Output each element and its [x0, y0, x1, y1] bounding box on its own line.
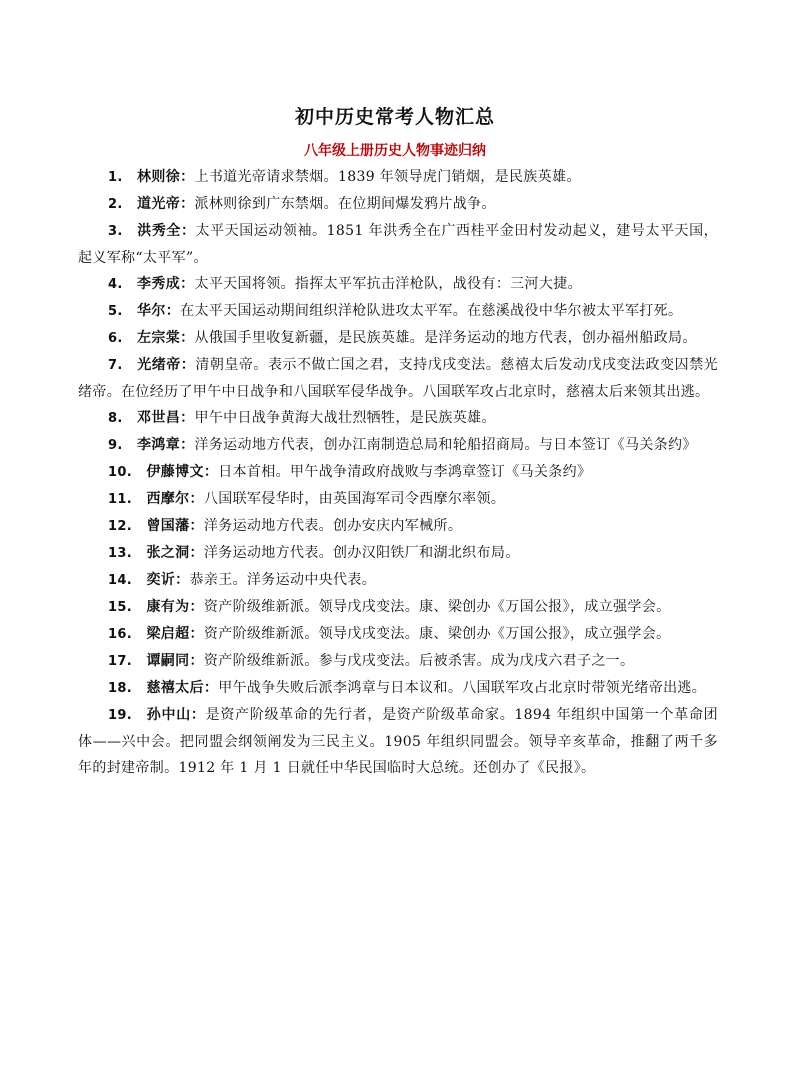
- figure-entry: [78, 594, 718, 621]
- figure-entry: [78, 432, 718, 459]
- entry-description: 洋务运动地方代表。创办安庆内军械所。: [203, 518, 463, 534]
- entry-separator: ：: [190, 707, 206, 723]
- entry-number: 17.: [108, 654, 133, 669]
- figure-entry: [78, 459, 718, 486]
- entry-separator: ：: [189, 491, 204, 507]
- entry-separator: ：: [165, 303, 181, 319]
- entry-separator: ：: [189, 599, 204, 615]
- entry-number: 13.: [108, 546, 133, 561]
- entry-name: 曾国藩: [146, 518, 190, 534]
- entry-description: 甲午战争失败后派李鸿章与日本议和。八国联军攻占北京时带领光绪帝出逃。: [218, 680, 707, 696]
- entry-description: 洋务运动地方代表。创办汉阳铁厂和湖北织布局。: [203, 545, 520, 561]
- entry-number: 11.: [108, 492, 133, 507]
- entry-name: 慈禧太后: [146, 680, 204, 696]
- entry-number: 1.: [108, 170, 123, 185]
- entry-name: 梁启超: [146, 626, 190, 642]
- entry-separator: ：: [180, 330, 195, 346]
- entry-number: 14.: [108, 573, 133, 588]
- entry-description: 甲午中日战争黄海大战壮烈牺牲，是民族英雄。: [194, 410, 496, 426]
- entry-separator: ：: [180, 169, 195, 185]
- entry-name: 孙中山: [146, 707, 191, 723]
- entry-description: 洋务运动地方代表，创办江南制造总局和轮船招商局。与日本签订《马关条约》: [194, 437, 697, 453]
- entry-description: 上书道光帝请求禁烟。1839 年领导虎门销烟，是民族英雄。: [194, 169, 581, 185]
- entry-name: 道光帝: [137, 196, 181, 212]
- entry-description: 资产阶级维新派。参与戊戌变法。后被杀害。成为戊戌六君子之一。: [203, 653, 635, 669]
- entry-description: 恭亲王。洋务运动中央代表。: [189, 572, 377, 588]
- entry-separator: ：: [175, 572, 190, 588]
- figure-entry: [78, 164, 718, 191]
- figure-entry: [78, 540, 718, 567]
- entry-number: 9.: [108, 438, 123, 453]
- entry-number: 8.: [108, 411, 123, 426]
- entry-description: 是资产阶级革命的先行者，是资产阶级革命家。1894 年组织中国第一个革命团体——兴中会。把同盟会纲领阐发为三民主义。1905 年组织同盟会。领导辛亥革命，推翻了两千多年的封建帝制。1912 年 1 月 1 日就任中华民国临时大总统。还创办了《民报》。: [78, 707, 718, 776]
- entry-separator: ：: [189, 518, 204, 534]
- figure-entry: [78, 218, 718, 271]
- entry-number: 19.: [108, 708, 133, 723]
- entry-separator: ：: [203, 464, 219, 480]
- figure-entry: [78, 648, 718, 675]
- entry-number: 16.: [108, 627, 133, 642]
- entry-name: 张之洞: [146, 545, 190, 561]
- entry-description: 八国联军侵华时，由英国海军司令西摩尔率领。: [203, 491, 506, 507]
- entry-name: 林则徐: [137, 169, 181, 185]
- entry-separator: ：: [180, 196, 195, 212]
- entry-number: 4.: [108, 277, 123, 292]
- entry-description: 在太平天国运动期间组织洋枪队进攻太平军。在慈溪战役中华尔被太平军打死。: [180, 303, 683, 319]
- figure-entry: [78, 298, 718, 325]
- entry-name: 光绪帝: [137, 357, 181, 373]
- entry-separator: ：: [189, 653, 204, 669]
- figure-entry: [78, 702, 718, 781]
- entry-number: 7.: [108, 358, 123, 373]
- entry-name: 西摩尔: [146, 491, 190, 507]
- entry-number: 18.: [108, 681, 133, 696]
- entry-name: 左宗棠: [137, 330, 181, 346]
- entry-description: 太平天国将领。指挥太平军抗击洋枪队，战役有：三河大捷。: [194, 276, 582, 292]
- entry-description: 太平天国运动领袖。1851 年洪秀全在广西桂平金田村发动起义，建号太平天国，起义军称“太平军”。: [78, 223, 718, 266]
- entry-description: 资产阶级维新派。领导戊戌变法。康、梁创办《万国公报》，成立强学会。: [203, 599, 671, 615]
- entry-number: 2.: [108, 197, 123, 212]
- entry-separator: ：: [189, 626, 204, 642]
- document-title: 初中历史常考人物汇总: [294, 106, 495, 128]
- figure-entry: [78, 405, 718, 432]
- entry-number: 15.: [108, 600, 133, 615]
- figure-entry: [78, 325, 718, 352]
- figure-entry: [78, 567, 718, 594]
- entry-name: 康有为: [146, 599, 190, 615]
- entry-description: 清朝皇帝。表示不做亡国之君，支持戊戌变法。慈禧太后发动戊戌变法政变囚禁光绪帝。在位经历了甲午中日战争和八国联军侵华战争。八国联军攻占北京时，慈禧太后来领其出逃。: [78, 357, 718, 400]
- entry-number: 3.: [108, 224, 123, 239]
- figure-entry: [78, 486, 718, 513]
- entry-name: 洪秀全: [137, 223, 181, 239]
- figure-entry: [78, 675, 718, 702]
- entry-number: 12.: [108, 519, 133, 534]
- entry-name: 华尔: [137, 303, 166, 319]
- entry-separator: ：: [203, 680, 219, 696]
- entry-description: 资产阶级维新派。领导戊戌变法。康、梁创办《万国公报》，成立强学会。: [203, 626, 671, 642]
- entry-name: 伊藤博文: [146, 464, 204, 480]
- figure-entry: [78, 621, 718, 648]
- figure-entry: [78, 513, 718, 540]
- entry-separator: ：: [180, 357, 196, 373]
- entry-number: 6.: [108, 331, 123, 346]
- entry-separator: ：: [180, 410, 195, 426]
- entry-number: 5.: [108, 304, 123, 319]
- entry-separator: ：: [180, 223, 196, 239]
- entry-name: 李秀成: [137, 276, 181, 292]
- figure-entry: [78, 352, 718, 405]
- entry-separator: ：: [180, 437, 195, 453]
- figure-list: [78, 164, 718, 781]
- entry-separator: ：: [180, 276, 195, 292]
- entry-description: 从俄国手里收复新疆，是民族英雄。是洋务运动的地方代表，创办福州船政局。: [194, 330, 697, 346]
- document-subtitle: 八年级上册历史人物事迹归纳: [304, 143, 486, 159]
- entry-name: 谭嗣同: [146, 653, 190, 669]
- entry-name: 邓世昌: [137, 410, 181, 426]
- entry-number: 10.: [108, 465, 133, 480]
- figure-entry: [78, 191, 718, 218]
- entry-description: 派林则徐到广东禁烟。在位期间爆发鸦片战争。: [194, 196, 496, 212]
- entry-name: 李鸿章: [137, 437, 181, 453]
- figure-entry: [78, 271, 718, 298]
- entry-description: 日本首相。甲午战争清政府战败与李鸿章签订《马关条约》: [218, 464, 592, 480]
- entry-separator: ：: [189, 545, 204, 561]
- entry-name: 奕䜣: [146, 572, 176, 588]
